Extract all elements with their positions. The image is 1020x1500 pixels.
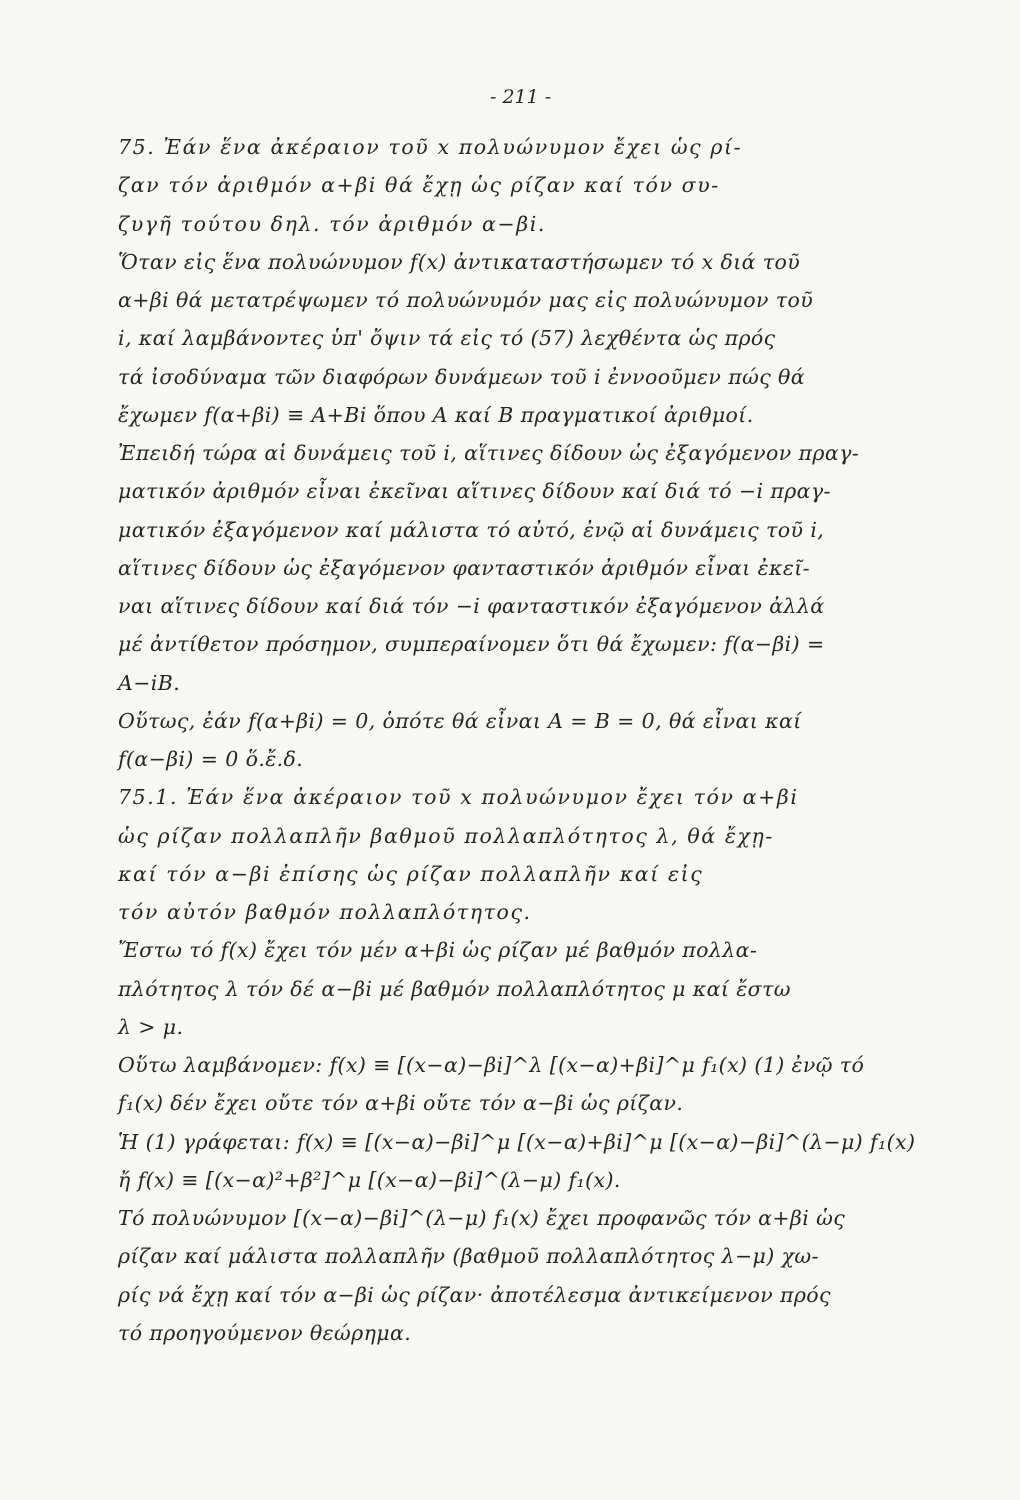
text-line: Ἔστω τό f(x) ἔχει τόν μέν α+βi ὡς ρίζαν μέ βαθμόν πολλα- [118, 938, 758, 963]
text-line: λ > μ. [118, 1014, 184, 1039]
text-line: τό προηγούμενον θεώρημα. [118, 1320, 412, 1345]
text-line: α+βi θά μετατρέψωμεν τό πολυώνυμόν μας εἰς πολυώνυμον τοῦ [118, 288, 814, 312]
text-line: καί τόν α−βi ἐπίσης ὡς ρίζαν πολλαπλῆν καί εἰς [118, 861, 704, 886]
text-line: ζαν τόν ἀριθμόν α+βi θά ἔχῃ ὡς ρίζαν καί τόν συ- [118, 173, 720, 198]
text-line: Οὕτω λαμβάνομεν: f(x) ≡ [(x−α)−βi]^λ [(x−α)+βi]^μ f₁(x) (1) ἐνῷ τό [118, 1053, 865, 1077]
text-line: Οὕτως, ἐάν f(α+βi) = 0, ὁπότε θά εἶναι A = B = 0, θά εἶναι καί [118, 708, 802, 733]
text-line: ναι αἵτινες δίδουν καί διά τόν −i φανταστικόν ἐξαγόμενον ἀλλά [118, 594, 825, 618]
text-line: ματικόν ἐξαγόμενον καί μάλιστα τό αὐτό, ἐνῷ αἱ δυνάμεις τοῦ i, [118, 517, 825, 542]
text-line: ὡς ρίζαν πολλαπλῆν βαθμοῦ πολλαπλότητος λ, θά ἔχῃ- [118, 823, 774, 848]
text-line: ρίς νά ἔχῃ καί τόν α−βi ὡς ρίζαν· ἀποτέλεσμα ἀντικείμενον πρός [118, 1282, 831, 1307]
text-line: ματικόν ἀριθμόν εἶναι ἐκεῖναι αἵτινες δίδουν καί διά τό −i πραγ- [118, 479, 831, 504]
text-line: 75. Ἐάν ἕνα ἀκέραιον τοῦ x πολυώνυμον ἔχει ὡς ρί- [118, 135, 743, 159]
text-line: A−iB. [118, 670, 181, 695]
text-line: Τό πολυώνυμον [(x−α)−βi]^(λ−μ) f₁(x) ἔχει προφανῶς τόν α+βi ὡς [118, 1206, 846, 1230]
page-number: - 211 - [490, 86, 552, 108]
text-line: αἵτινες δίδουν ὡς ἐξαγόμενον φανταστικόν ἀριθμόν εἶναι ἐκεῖ- [118, 555, 810, 580]
text-line: i, καί λαμβάνοντες ὑπ' ὄψιν τά εἰς τό (57) λεχθέντα ὡς πρός [118, 326, 776, 351]
text-line: Ὅταν εἰς ἕνα πολυώνυμον f(x) ἀντικαταστήσωμεν τό x διά τοῦ [118, 249, 801, 274]
text-line: 75.1. Ἐάν ἕνα ἀκέραιον τοῦ x πολυώνυμον ἔχει τόν α+βi [118, 785, 799, 810]
text-line: ρίζαν καί μάλιστα πολλαπλῆν (βαθμοῦ πολλαπλότητος λ−μ) χω- [118, 1244, 819, 1269]
text-line: πλότητος λ τόν δέ α−βi μέ βαθμόν πολλαπλότητος μ καί ἔστω [118, 976, 791, 1001]
text-line: Ἐπειδή τώρα αἱ δυνάμεις τοῦ i, αἵτινες δίδουν ὡς ἐξαγόμενον πραγ- [118, 441, 860, 465]
text-line: f₁(x) δέν ἔχει οὔτε τόν α+βi οὔτε τόν α−βi ὡς ρίζαν. [118, 1091, 684, 1116]
text-line: ζυγῆ τούτου δηλ. τόν ἀριθμόν α−βi. [118, 211, 547, 236]
text-body [118, 128, 938, 1352]
text-line: τά ἰσοδύναμα τῶν διαφόρων δυνάμεων τοῦ i ἐννοοῦμεν πώς θά [118, 364, 805, 389]
text-line: ἔχωμεν f(α+βi) ≡ A+Bi ὅπου A καί B πραγματικοί ἀριθμοί. [118, 402, 754, 427]
text-line: f(α−βi) = 0 ὅ.ἔ.δ. [118, 747, 304, 771]
text-line: Ἡ (1) γράφεται: f(x) ≡ [(x−α)−βi]^μ [(x−α)+βi]^μ [(x−α)−βi]^(λ−μ) f₁(x) [118, 1129, 916, 1154]
text-line: μέ ἀντίθετον πρόσημον, συμπεραίνομεν ὅτι θά ἔχωμεν: f(α−βi) = [118, 632, 825, 657]
text-line: τόν αὐτόν βαθμόν πολλαπλότητος. [118, 900, 532, 924]
text-line: ἤ f(x) ≡ [(x−α)²+β²]^μ [(x−α)−βi]^(λ−μ) f₁(x). [118, 1167, 621, 1192]
